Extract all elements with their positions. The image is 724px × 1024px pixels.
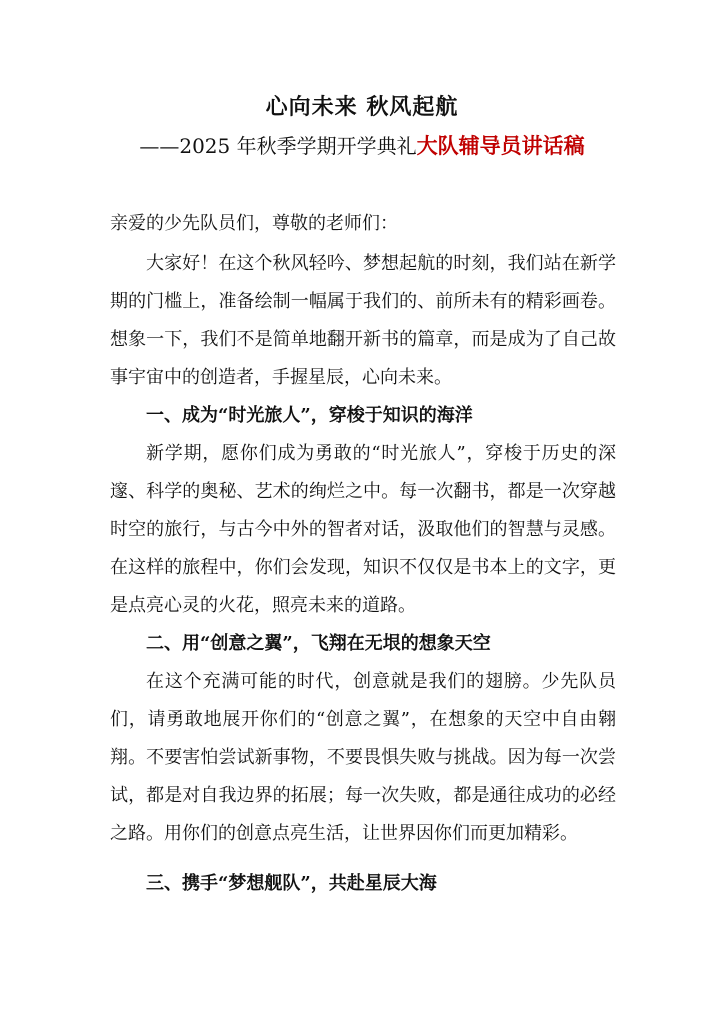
- subtitle-highlight: 大队辅导员讲话稿: [416, 134, 585, 158]
- document-body: [110, 205, 616, 903]
- subtitle-prefix: ——2025 年秋季学期开学典礼: [139, 134, 417, 158]
- section-heading-3: 三、携手“梦想舰队”，共赴星辰大海: [146, 873, 437, 894]
- document-title: 心向未来 秋风起航: [265, 95, 459, 120]
- paragraph-section-1: 新学期，愿你们成为勇敢的“时光旅人”，穿梭于历史的深邃、科学的奥秘、艺术的绚烂之中。每一次翻书，都是一次穿越时空的旅行，与古今中外的智者对话，汲取他们的智慧与灵感。在这样的旅程中，你们会发现，知识不仅仅是书本上的文字，更是点亮心灵的火花，照亮未来的道路。: [110, 443, 616, 616]
- paragraph-section-2: 在这个充满可能的时代，创意就是我们的翅膀。少先队员们，请勇敢地展开你们的“创意之翼”，在想象的天空中自由翱翔。不要害怕尝试新事物，不要畏惧失败与挑战。因为每一次尝试，都是对自我边界的拓展；每一次失败，都是通往成功的必经之路。用你们的创意点亮生活，让世界因你们而更加精彩。: [110, 671, 616, 844]
- salutation: 亲爱的少先队员们，尊敬的老师们：: [110, 213, 398, 234]
- document-subtitle: [0, 130, 724, 160]
- paragraph-greeting: 大家好！在这个秋风轻吟、梦想起航的时刻，我们站在新学期的门槛上，准备绘制一幅属于我们的、前所未有的精彩画卷。想象一下，我们不是简单地翻开新书的篇章，而是成为了自己故事宇宙中的创造者，手握星辰，心向未来。: [110, 253, 616, 388]
- section-heading-2: 二、用“创意之翼”，飞翔在无垠的想象天空: [146, 633, 491, 654]
- section-heading-1: 一、成为“时光旅人”，穿梭于知识的海洋: [146, 405, 473, 426]
